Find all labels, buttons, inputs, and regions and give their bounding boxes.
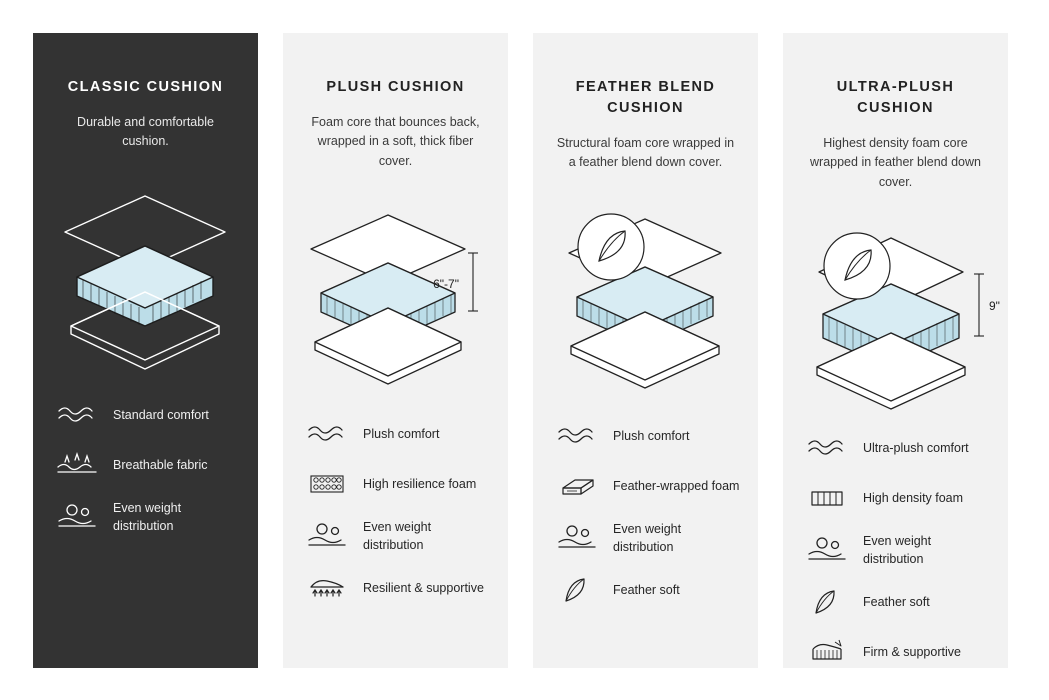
card-feather-blend-cushion[interactable] xyxy=(533,33,758,668)
leaf-icon xyxy=(805,586,849,618)
cushion-illustration-wrap xyxy=(283,193,508,408)
wave-comfort-icon xyxy=(805,432,849,464)
wave-comfort-icon xyxy=(305,418,349,450)
feature-item xyxy=(805,636,990,668)
dimension-label: 6"-7" xyxy=(433,277,459,292)
feature-item xyxy=(805,482,990,514)
feature-label: Feather soft xyxy=(863,594,930,609)
cushion-illustration-wrap xyxy=(533,195,758,410)
feather-wrapped-foam-icon xyxy=(555,470,599,502)
feature-label: Feather soft xyxy=(613,582,680,597)
high-density-foam-icon xyxy=(805,482,849,514)
honeycomb-foam-icon xyxy=(305,468,349,500)
breathable-fabric-icon xyxy=(55,449,99,481)
feature-item xyxy=(305,418,490,450)
feature-label: Resilient & supportive xyxy=(363,581,484,596)
card-description: Foam core that bounces back, wrapped in a soft, thick fiber cover. xyxy=(311,115,480,168)
feature-item xyxy=(55,499,240,535)
even-weight-icon xyxy=(555,522,599,554)
card-spacer xyxy=(533,606,758,668)
feature-label: Even weight distribution xyxy=(363,520,432,553)
card-title: PLUSH CUSHION xyxy=(326,79,465,95)
feature-item xyxy=(55,399,240,431)
feature-label: High resilience foam xyxy=(363,477,477,492)
feature-label: Even weight distribution xyxy=(613,521,682,554)
wave-comfort-icon xyxy=(55,399,99,431)
card-title: FEATHER BLEND CUSHION xyxy=(575,79,716,117)
feature-label: Plush comfort xyxy=(363,427,440,442)
feature-label: Ultra-plush comfort xyxy=(863,440,969,455)
feature-label: Standard comfort xyxy=(113,407,209,422)
card-classic-cushion[interactable] xyxy=(33,33,258,668)
feature-item xyxy=(805,532,990,568)
card-description: Durable and comfortable cushion. xyxy=(77,115,214,149)
cushion-exploded-illustration xyxy=(283,193,508,408)
card-ultra-plush-cushion[interactable] xyxy=(783,33,1008,668)
feature-item xyxy=(305,468,490,500)
card-description: Highest density foam core wrapped in feather blend down cover. xyxy=(810,136,981,189)
even-weight-icon xyxy=(55,501,99,533)
leaf-badge xyxy=(824,233,890,299)
card-title: CLASSIC CUSHION xyxy=(67,79,224,95)
feature-label: Breathable fabric xyxy=(113,457,208,472)
feature-item xyxy=(555,470,740,502)
feature-item xyxy=(805,432,990,464)
feature-label: Firm & supportive xyxy=(863,644,961,659)
cushion-exploded-illustration xyxy=(33,174,258,389)
feature-list xyxy=(33,399,258,535)
wave-comfort-icon xyxy=(555,420,599,452)
cushion-exploded-illustration xyxy=(783,214,1008,429)
dimension-label: 9" xyxy=(989,299,1000,314)
firm-support-icon xyxy=(805,636,849,668)
feature-item xyxy=(555,420,740,452)
card-spacer xyxy=(33,535,258,668)
cushion-illustration-wrap xyxy=(783,214,1008,422)
feature-list xyxy=(283,418,508,604)
feature-item xyxy=(555,520,740,556)
even-weight-icon xyxy=(305,520,349,552)
feature-label: Plush comfort xyxy=(613,428,690,443)
feature-label: High density foam xyxy=(863,490,964,505)
leaf-badge xyxy=(578,214,644,280)
even-weight-icon xyxy=(805,534,849,566)
card-title: ULTRA-PLUSH CUSHION xyxy=(836,79,955,117)
feature-item xyxy=(55,449,240,481)
feature-item xyxy=(305,518,490,554)
feature-item xyxy=(555,574,740,606)
feature-label: Even weight distribution xyxy=(863,533,932,566)
card-plush-cushion[interactable] xyxy=(283,33,508,668)
feature-item xyxy=(805,586,990,618)
card-description: Structural foam core wrapped in a feather blend down cover. xyxy=(556,136,735,170)
cushion-illustration-wrap xyxy=(33,174,258,389)
leaf-icon xyxy=(555,574,599,606)
card-spacer xyxy=(283,604,508,668)
feature-label: Feather-wrapped foam xyxy=(613,478,740,493)
cushion-exploded-illustration xyxy=(533,195,758,410)
feature-label: Even weight distribution xyxy=(113,500,182,533)
feature-list xyxy=(783,432,1008,668)
feature-list xyxy=(533,420,758,606)
resilient-support-icon xyxy=(305,572,349,604)
feature-item xyxy=(305,572,490,604)
